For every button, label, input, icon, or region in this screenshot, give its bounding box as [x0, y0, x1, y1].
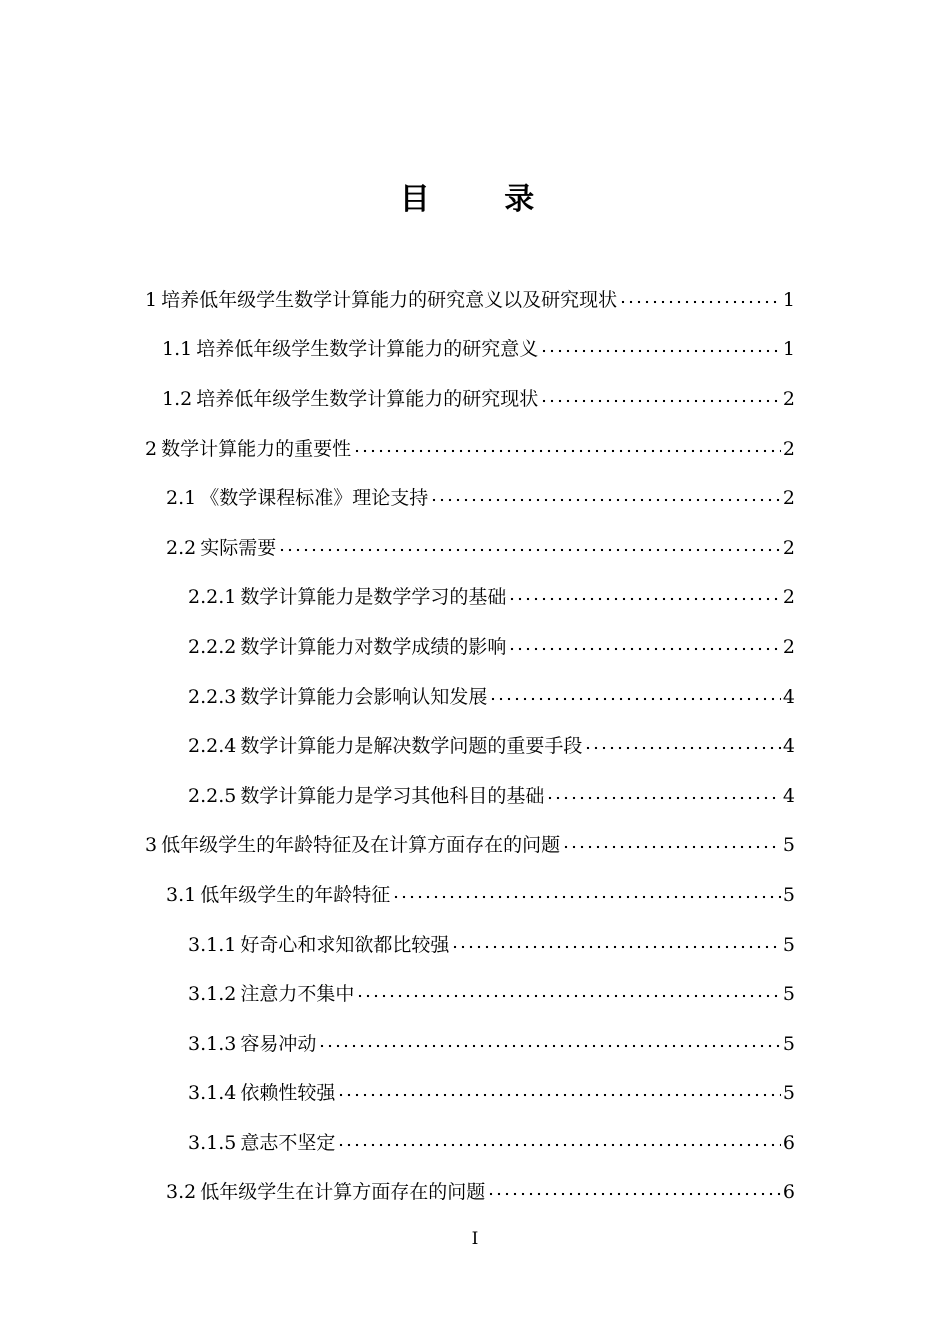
- toc-entry-title: 数学计算能力对数学成绩的影响: [240, 635, 507, 658]
- toc-entry-title: 培养低年级学生数学计算能力的研究意义: [196, 338, 539, 361]
- toc-entry[interactable]: [188, 920, 795, 970]
- toc-dot-leader: [508, 635, 781, 659]
- toc-entry[interactable]: [166, 870, 795, 920]
- toc-entry-number: 2.2.1: [188, 586, 237, 609]
- toc-entry-page: 4: [782, 735, 795, 758]
- toc-entry-number: 3.1.5: [188, 1131, 237, 1154]
- toc-entry-title: 容易冲动: [240, 1032, 317, 1055]
- toc-entry-title: 数学计算能力的重要性: [161, 437, 352, 460]
- table-of-contents: [0, 275, 950, 1217]
- toc-entry-number: 1: [145, 288, 158, 311]
- toc-entry-number: 2.1: [166, 487, 197, 510]
- page-number-footer: I: [471, 1229, 479, 1249]
- toc-entry[interactable]: [188, 1069, 795, 1119]
- toc-entry-number: 3.1.1: [188, 933, 237, 956]
- toc-entry[interactable]: [188, 573, 795, 623]
- toc-dot-leader: [392, 883, 781, 907]
- toc-entry-title: 低年级学生的年龄特征: [200, 883, 391, 906]
- toc-entry-number: 2: [145, 437, 158, 460]
- toc-entry-number: 1.1: [162, 338, 193, 361]
- toc-entry-number: 3.2: [166, 1181, 197, 1204]
- toc-entry-page: 6: [782, 1181, 795, 1204]
- toc-entry-number: 3: [145, 834, 158, 857]
- toc-entry-title: 低年级学生在计算方面存在的问题: [200, 1181, 486, 1204]
- toc-entry[interactable]: [145, 275, 795, 325]
- toc-entry-page: 6: [782, 1131, 795, 1154]
- toc-dot-leader: [356, 982, 781, 1006]
- toc-entry[interactable]: [188, 771, 795, 821]
- toc-dot-leader: [353, 437, 781, 461]
- toc-dot-leader: [278, 536, 781, 560]
- toc-entry[interactable]: [162, 325, 795, 375]
- toc-entry-title: 注意力不集中: [240, 983, 355, 1006]
- toc-entry-page: 5: [782, 933, 795, 956]
- page-title: 目 录: [399, 182, 567, 217]
- toc-entry-number: 2.2.4: [188, 735, 237, 758]
- toc-entry-title: 好奇心和求知欲都比较强: [240, 933, 450, 956]
- toc-dot-leader: [540, 387, 781, 411]
- toc-entry-title: 《数学课程标准》理论支持: [200, 487, 429, 510]
- toc-dot-leader: [489, 685, 781, 709]
- toc-entry[interactable]: [145, 821, 795, 871]
- toc-entry-page: 2: [782, 635, 795, 658]
- toc-entry-title: 培养低年级学生数学计算能力的研究现状: [196, 387, 539, 410]
- toc-entry[interactable]: [166, 1168, 795, 1218]
- toc-entry-number: 3.1.3: [188, 1032, 237, 1055]
- toc-entry-number: 3.1.4: [188, 1082, 237, 1105]
- toc-entry-page: 5: [782, 883, 795, 906]
- toc-dot-leader: [451, 933, 781, 957]
- toc-entry[interactable]: [188, 721, 795, 771]
- toc-entry[interactable]: [188, 672, 795, 722]
- toc-entry[interactable]: [166, 473, 795, 523]
- toc-entry-title: 意志不坚定: [240, 1131, 336, 1154]
- toc-entry[interactable]: [162, 374, 795, 424]
- toc-entry-page: 5: [782, 983, 795, 1006]
- toc-entry-title: 培养低年级学生数学计算能力的研究意义以及研究现状: [161, 288, 618, 311]
- toc-entry-number: 2.2: [166, 536, 197, 559]
- toc-entry[interactable]: [166, 523, 795, 573]
- toc-entry-number: 1.2: [162, 387, 193, 410]
- toc-dot-leader: [318, 1032, 781, 1056]
- toc-entry-page: 5: [782, 1032, 795, 1055]
- toc-entry[interactable]: [188, 1019, 795, 1069]
- toc-dot-leader: [584, 734, 781, 758]
- toc-entry-page: 2: [782, 536, 795, 559]
- toc-entry-title: 数学计算能力是解决数学问题的重要手段: [240, 735, 583, 758]
- toc-entry-number: 2.2.5: [188, 784, 237, 807]
- toc-entry-title: 依赖性较强: [240, 1082, 336, 1105]
- toc-entry[interactable]: [188, 1118, 795, 1168]
- toc-dot-leader: [619, 288, 781, 312]
- toc-entry-title: 低年级学生的年龄特征及在计算方面存在的问题: [161, 834, 561, 857]
- toc-entry-number: 3.1: [166, 883, 197, 906]
- toc-entry-page: 2: [782, 487, 795, 510]
- toc-entry-title: 数学计算能力是学习其他科目的基础: [240, 784, 545, 807]
- toc-dot-leader: [430, 486, 781, 510]
- toc-entry-number: 2.2.3: [188, 685, 237, 708]
- toc-entry-page: 1: [782, 338, 795, 361]
- toc-entry-title: 实际需要: [200, 536, 277, 559]
- toc-dot-leader: [487, 1180, 781, 1204]
- toc-dot-leader: [337, 1081, 781, 1105]
- toc-entry-title: 数学计算能力会影响认知发展: [240, 685, 488, 708]
- toc-entry[interactable]: [188, 622, 795, 672]
- toc-entry-page: 2: [782, 586, 795, 609]
- toc-entry-page: 1: [782, 288, 795, 311]
- toc-dot-leader: [540, 337, 781, 361]
- toc-dot-leader: [337, 1131, 781, 1155]
- toc-entry-page: 5: [782, 1082, 795, 1105]
- toc-entry-page: 2: [782, 437, 795, 460]
- toc-entry-number: 2.2.2: [188, 635, 237, 658]
- toc-entry[interactable]: [145, 424, 795, 474]
- toc-entry-page: 4: [782, 784, 795, 807]
- toc-entry-page: 5: [782, 834, 795, 857]
- toc-entry-page: 4: [782, 685, 795, 708]
- toc-dot-leader: [508, 585, 781, 609]
- toc-entry[interactable]: [188, 969, 795, 1019]
- toc-dot-leader: [562, 833, 781, 857]
- toc-dot-leader: [546, 784, 781, 808]
- toc-entry-title: 数学计算能力是数学学习的基础: [240, 586, 507, 609]
- toc-entry-number: 3.1.2: [188, 983, 237, 1006]
- toc-entry-page: 2: [782, 387, 795, 410]
